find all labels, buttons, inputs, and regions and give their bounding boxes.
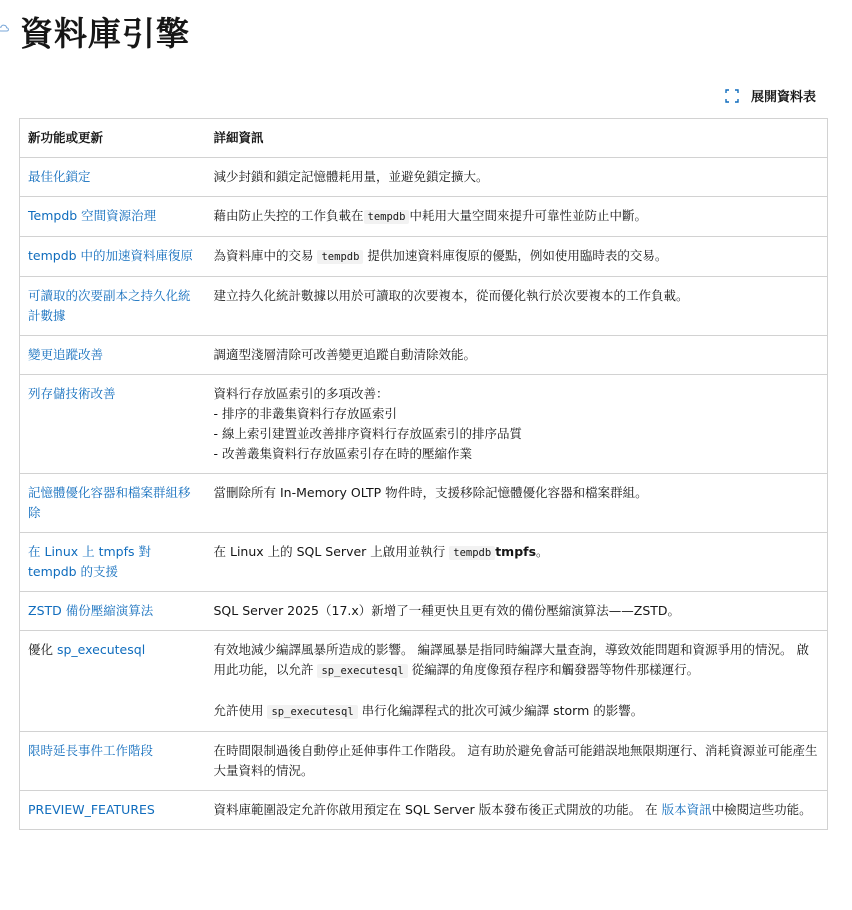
feature-link[interactable]: 記憶體優化容器和檔案群組移除 bbox=[28, 485, 191, 520]
feature-link[interactable]: PREVIEW_FEATURES bbox=[28, 802, 155, 817]
expand-table-button[interactable] bbox=[725, 86, 816, 105]
feature-table bbox=[19, 118, 828, 830]
column-header-feature: 新功能或更新 bbox=[20, 119, 206, 158]
table-row bbox=[20, 375, 828, 474]
table-row bbox=[20, 336, 828, 375]
detail-text: 串行化編譯程式的批次可減少編譯 storm 的影響。 bbox=[357, 703, 644, 718]
detail-text: 為資料庫中的交易 bbox=[213, 248, 318, 263]
feature-link[interactable]: 最佳化鎖定 bbox=[28, 169, 91, 184]
table-row bbox=[20, 533, 828, 592]
feature-cell bbox=[20, 631, 206, 732]
feature-detail: 當刪除所有 In-Memory OLTP 物件時，支援移除記憶體優化容器和檔案群組。 bbox=[206, 474, 828, 533]
feature-link[interactable]: Tempdb 空間資源治理 bbox=[28, 208, 157, 223]
feature-link[interactable]: 變更追蹤改善 bbox=[28, 347, 104, 362]
table-row bbox=[20, 277, 828, 336]
table-row bbox=[20, 732, 828, 791]
detail-text: 中耗用大量空間來提升可靠性並防止中斷。 bbox=[409, 208, 647, 223]
table-header-row bbox=[20, 119, 828, 158]
table-row bbox=[20, 237, 828, 277]
detail-text: 提供加速資料庫復原的優點，例如使用臨時表的交易。 bbox=[363, 248, 668, 263]
feature-text: 優化 bbox=[28, 642, 57, 657]
feature-detail bbox=[206, 375, 828, 474]
feature-link[interactable]: ZSTD 備份壓縮演算法 bbox=[28, 603, 154, 618]
detail-text: 資料庫範圍設定允許你啟用預定在 SQL Server 版本發布後正式開放的功能。 在 bbox=[213, 802, 662, 817]
detail-line: - 線上索引建置並改善排序資料行存放區索引的排序品質 bbox=[213, 426, 522, 441]
feature-link[interactable]: 在 Linux 上 tmpfs 對 tempdb 的支援 bbox=[28, 544, 151, 579]
table-row bbox=[20, 631, 828, 732]
column-header-details: 詳細資訊 bbox=[206, 119, 828, 158]
detail-text: 有效地減少編譯風暴所造成的影響。 編譯風暴是指同時編譯大量查詢，導致效能問題和資源爭用的情況。 啟用此功能，以允許 bbox=[213, 642, 809, 677]
table-row bbox=[20, 158, 828, 197]
feature-link[interactable]: tempdb 中的加速資料庫復原 bbox=[28, 248, 194, 263]
table-row bbox=[20, 592, 828, 631]
cloud-icon bbox=[0, 22, 10, 34]
feature-detail: 調適型淺層清除可改善變更追蹤自動清除效能。 bbox=[206, 336, 828, 375]
expand-table-label: 展開資料表 bbox=[750, 90, 816, 105]
detail-text: 中檢閱這些功能。 bbox=[711, 802, 812, 817]
detail-line: - 改善叢集資料行存放區索引存在時的壓縮作業 bbox=[213, 446, 472, 461]
feature-detail bbox=[206, 237, 828, 277]
table-row bbox=[20, 791, 828, 830]
paragraph-gap bbox=[214, 681, 820, 701]
table-row bbox=[20, 197, 828, 237]
feature-detail: 在時間限制過後自動停止延伸事件工作階段。 這有助於避免會話可能錯誤地無限期運行、消耗資源並可能產生大量資料的情況。 bbox=[206, 732, 828, 791]
expand-icon bbox=[725, 89, 739, 103]
detail-text: 在 Linux 上的 SQL Server 上啟用並執行 bbox=[213, 544, 450, 559]
feature-detail bbox=[206, 791, 828, 830]
feature-detail bbox=[206, 533, 828, 592]
release-notes-link[interactable]: 版本資訊 bbox=[661, 802, 712, 817]
detail-text: 藉由防止失控的工作負載在 bbox=[213, 208, 364, 223]
detail-line: 資料行存放區索引的多項改善： bbox=[213, 386, 389, 401]
feature-detail: SQL Server 2025（17.x）新增了一種更快且更有效的備份壓縮演算法——ZSTD。 bbox=[206, 592, 828, 631]
detail-text: 。 bbox=[536, 544, 549, 559]
feature-link[interactable]: 限時延長事件工作階段 bbox=[28, 743, 154, 758]
feature-detail: 減少封鎖和鎖定記憶體耗用量，並避免鎖定擴大。 bbox=[206, 158, 828, 197]
detail-text: 從編譯的角度像預存程序和觸發器等物件那樣運行。 bbox=[407, 662, 700, 677]
feature-link[interactable]: 可讀取的次要副本之持久化統計數據 bbox=[28, 288, 191, 323]
detail-text: 允許使用 bbox=[213, 703, 268, 718]
table-row bbox=[20, 474, 828, 533]
feature-link[interactable]: 列存儲技術改善 bbox=[28, 386, 116, 401]
detail-strong: tmpfs bbox=[495, 544, 537, 559]
detail-line: - 排序的非叢集資料行存放區索引 bbox=[213, 406, 397, 421]
feature-detail bbox=[206, 631, 828, 732]
feature-detail bbox=[206, 197, 828, 237]
inline-code: tempdb bbox=[364, 210, 410, 224]
inline-code: tempdb bbox=[317, 250, 363, 264]
inline-code: tempdb bbox=[449, 546, 495, 560]
inline-code: sp_executesql bbox=[267, 705, 357, 719]
sp-executesql-link[interactable]: sp_executesql bbox=[56, 642, 146, 657]
feature-detail: 建立持久化統計數據以用於可讀取的次要複本，從而優化執行於次要複本的工作負載。 bbox=[206, 277, 828, 336]
page-title: 資料庫引擎 bbox=[20, 14, 190, 53]
inline-code: sp_executesql bbox=[317, 664, 407, 678]
